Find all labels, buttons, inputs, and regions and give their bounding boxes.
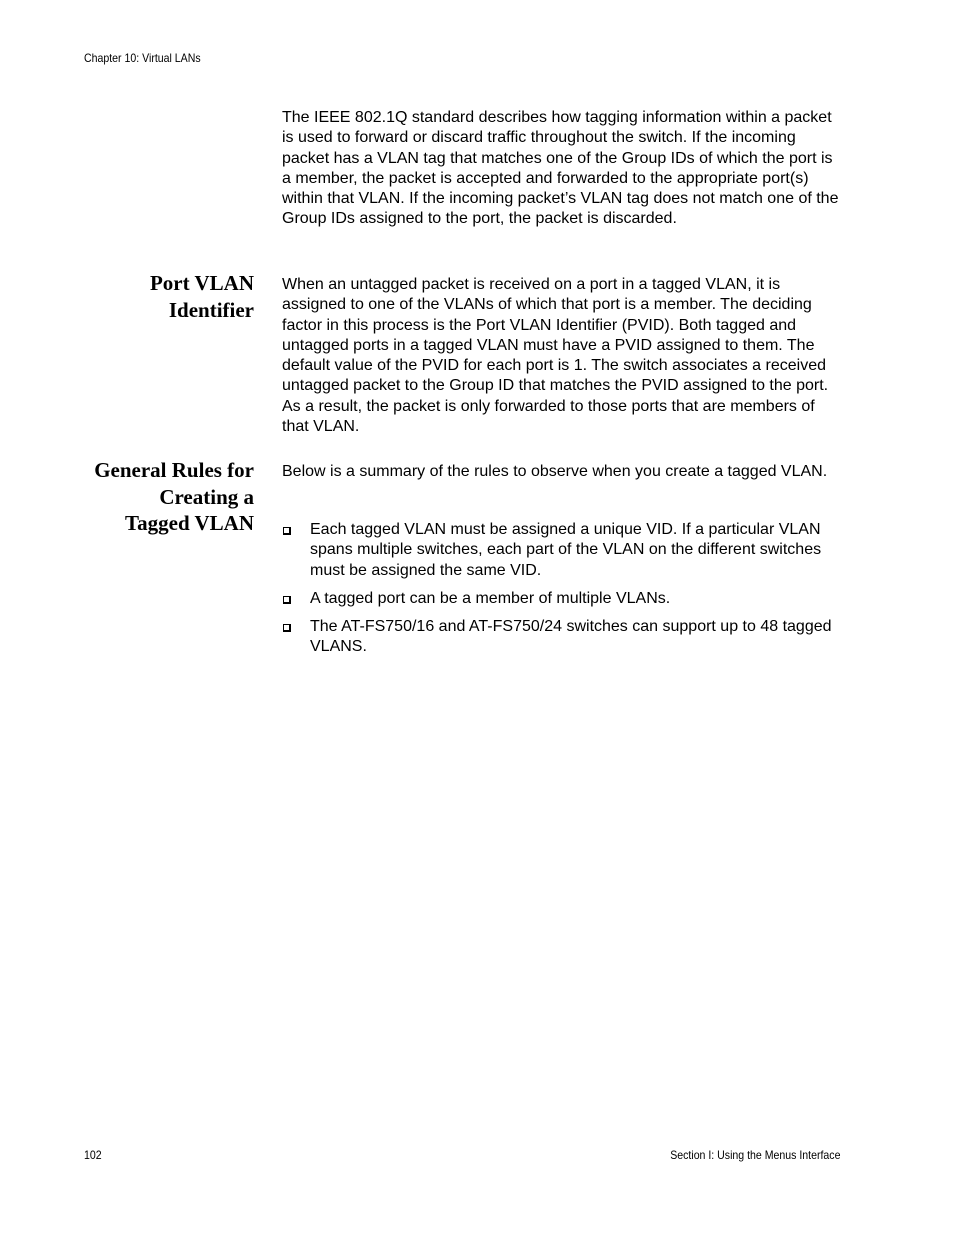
intro-paragraph: The IEEE 802.1Q standard describes how tagging information within a packet is used to forward or discard traffic throughout the switch. If the incoming packet has a VLAN tag that matches one of the Group IDs of which the port is a member, the packet is accepted and forwarded to the appropriate port(s) within that VLAN. If the incoming packet’s VLAN tag does not match one of the Group IDs assigned to the port, the packet is discarded.	[282, 109, 839, 228]
section-footer: Section I: Using the Menus Interface	[669, 1148, 840, 1162]
checkbox-bullet-icon	[283, 624, 291, 632]
checkbox-bullet-icon	[283, 596, 291, 604]
list-item-text: A tagged port can be a member of multiple VLANs.	[310, 589, 671, 607]
running-header: Chapter 10: Virtual LANs	[84, 51, 201, 65]
pvid-paragraph: When an untagged packet is received on a port in a tagged VLAN, it is assigned to one of the VLANs of which that port is a member. The deciding factor in this process is the Port VLAN Identifier (PVID). Both tagged and untagged ports in a tagged VLAN must have a PVID assigned to them. The default value of the PVID for each port is 1. The switch associates a received untagged packet to the Group ID that matches the PVID assigned to the port. As a result, the packet is only forwarded to those ports that are members of that VLAN.	[282, 276, 829, 436]
heading-line: Creating a	[159, 484, 254, 509]
list-item-text: Each tagged VLAN must be assigned a unique VID. If a particular VLAN spans multiple switches, each part of the VLAN on the different switches must be assigned the same VID.	[310, 521, 822, 579]
heading-general-rules	[54, 457, 254, 537]
list-item	[282, 589, 842, 609]
rules-intro-paragraph: Below is a summary of the rules to observe when you create a tagged VLAN.	[282, 463, 828, 480]
heading-line: General Rules for	[94, 458, 254, 482]
checkbox-bullet-icon	[283, 527, 291, 535]
heading-line: Identifier	[168, 297, 254, 322]
heading-line: Tagged VLAN	[125, 511, 254, 535]
heading-port-vlan-identifier	[54, 270, 254, 323]
list-item	[282, 617, 842, 658]
list-item	[282, 520, 842, 581]
page-number: 102	[84, 1148, 102, 1162]
heading-line: Port VLAN	[149, 271, 254, 295]
rules-list	[282, 520, 842, 666]
list-item-text: The AT-FS750/16 and AT-FS750/24 switches can support up to 48 tagged VLANS.	[310, 618, 832, 656]
